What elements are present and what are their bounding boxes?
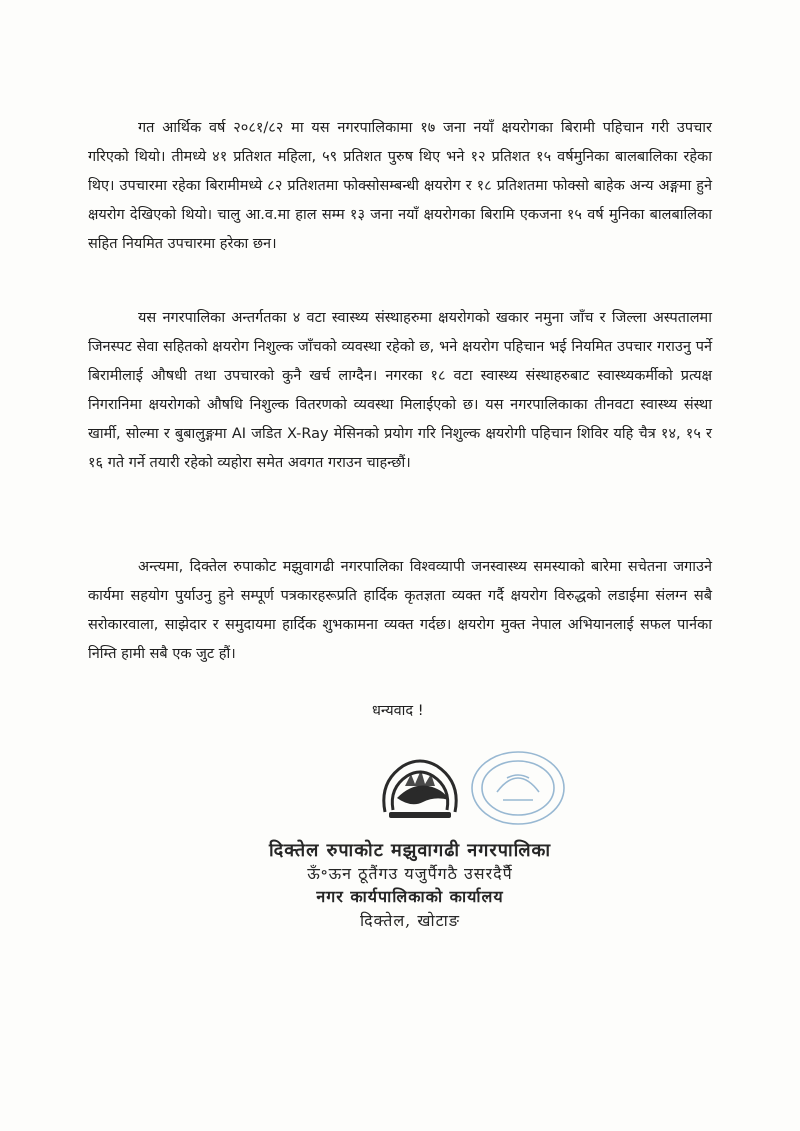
office-name: दिक्तेल रुपाकोट मझुवागढी नगरपालिका [268, 840, 552, 861]
letter-paragraph-3 [88, 553, 712, 669]
paragraph-text: गत आर्थिक वर्ष २०८१/८२ मा यस नगरपालिकामा १७ जना नयाँ क्षयरोगका बिरामी पहिचान गरी उपचार गरिएको थियो। तीमध्ये ४१ प्रतिशत महिला, ५९ प्रतिशत पुरुष थिए भने १२ प्रतिशत १५ वर्षमुनिका बालबालिका रहेका थिए। उपचारमा रहेका बिरामीमध्ये ८२ प्रतिशतमा फोक्सोसम्बन्धी क्षयरोग र १८ प्रतिशतमा फोक्सो बाहेक अन्य अङ्गमा हुने क्षयरोग देखिएको थियो। चालु आ.व.मा हाल सम्म १३ जना नयाँ क्षयरोगका बिरामि एकजना १५ वर्ष मुनिका बालबालिका सहित नियमित उपचारमा हरेका छन। [88, 120, 712, 252]
office-unit: नगर कार्यपालिकाको कार्यालय [316, 887, 504, 906]
letter-paragraph-2 [88, 304, 712, 478]
office-name-alt-script: ऊँ॰ऊन ठूतैंगउ यजुर्पैगठै उसरदैर्पैॅ [307, 864, 513, 883]
office-stamp-icon [463, 744, 573, 832]
paragraph-text: यस नगरपालिका अन्तर्गतका ४ वटा स्वास्थ्य संस्थाहरुमा क्षयरोगको खकार नमुना जाँच र जिल्ला अस्पतालमा जिनस्पट सेवा सहितको क्षयरोग निशुल्क जाँचको व्यवस्था रहेको छ, भने क्षयरोग पहिचान भई नियमित उपचार गराउनु पर्ने बिरामीलाई औषधी तथा उपचारको कुनै खर्च लाग्दैन। नगरका १८ वटा स्वास्थ्य संस्थाहरुबाट स्वास्थ्यकर्मीको प्रत्यक्ष निगरानिमा क्षयरोगको औषधि निशुल्क वितरणको व्यवस्था मिलाईएको छ। यस नगरपालिकाका तीनवटा स्वास्थ्य संस्था खार्मी, सोल्मा र बुबालुङ्गमा AI जडित X-Ray मेसिनको प्रयोग गरि निशुल्क क्षयरोगी पहिचान शिविर यहि चैत्र १४, १५ र १६ गते गर्ने तयारी रहेको व्यहोरा समेत अवगत गराउन चाहन्छौं। [88, 310, 712, 471]
closing-thanks: धन्यवाद ! [372, 703, 424, 719]
paragraph-text: अन्त्यमा, दिक्तेल रुपाकोट मझुवागढी नगरपालिका विश्वव्यापी जनस्वास्थ्य समस्याको बारेमा सचेतना जगाउने कार्यमा सहयोग पुर्याउनु हुने सम्पूर्ण पत्रकारहरूप्रति हार्दिक कृतज्ञता व्यक्त गर्दै क्षयरोग विरुद्धको लडाईमा संलग्न सबै सरोकारवाला, साझेदार र समुदायमा हार्दिक शुभकामना व्यक्त गर्दछ। क्षयरोग मुक्त नेपाल अभियानलाई सफल पार्नका निम्ति हामी सबै एक जुट हौं। [88, 559, 712, 662]
office-address: दिक्तेल, खोटाङ [360, 911, 460, 930]
government-emblem-icon [375, 752, 465, 830]
letter-paragraph-1 [88, 114, 712, 259]
